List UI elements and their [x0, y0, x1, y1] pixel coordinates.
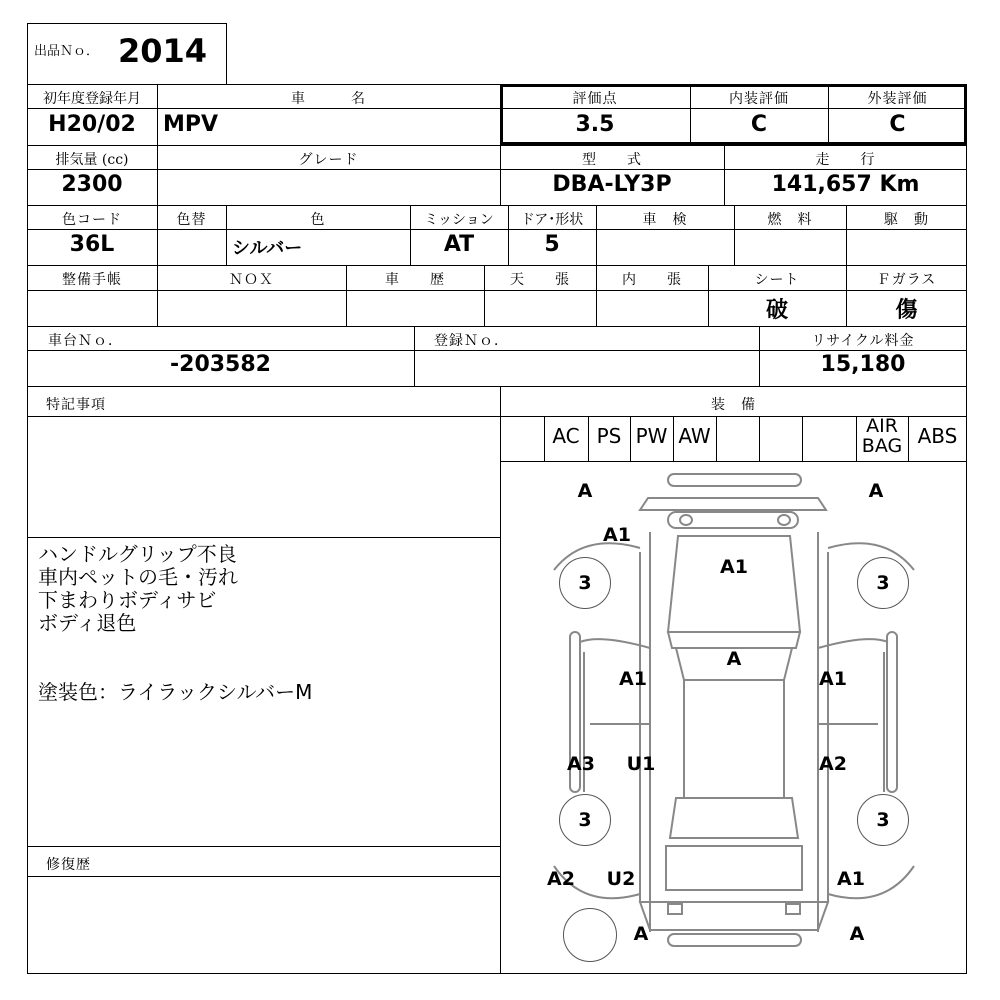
car-name: MPV: [163, 112, 219, 137]
mark-rear-left-corner: A: [633, 923, 649, 945]
equip-ps: PS: [596, 424, 622, 448]
registration-label: 登録Ｎｏ．: [434, 333, 509, 349]
mileage: 141,657 Km: [771, 172, 920, 197]
displacement: 2300: [61, 172, 123, 197]
chassis-label: 車台Ｎｏ．: [48, 333, 123, 349]
seat: 破: [765, 298, 788, 323]
exterior-label: 外装評価: [867, 91, 928, 107]
lot-number: 2014: [118, 32, 208, 70]
mark-front-left-corner: A: [577, 480, 593, 502]
glass: 傷: [895, 298, 918, 323]
drive-label: 駆 動: [884, 212, 929, 228]
equip-pw: PW: [635, 424, 668, 448]
mark-right-quarter: A1: [837, 868, 865, 890]
mark-hood: A1: [720, 556, 748, 578]
door: 5: [544, 232, 560, 257]
maintenance-label: 整備手帳: [62, 272, 122, 288]
color-label: 色: [310, 212, 326, 228]
equip-abs: ABS: [917, 424, 958, 448]
inspection-label: 車 検: [642, 212, 688, 228]
mark-rear-right-corner: A: [849, 923, 865, 945]
interior-trim-label: 内 張: [622, 272, 682, 288]
color: シルバー: [232, 238, 303, 259]
mark-right-rear-door: A2: [819, 753, 847, 775]
recycle-fee: 15,180: [820, 352, 906, 377]
car-body-diagram: [500, 462, 967, 974]
score-label: 評価点: [572, 91, 618, 107]
remark-line: ハンドルグリップ不良: [38, 542, 237, 566]
lot-label: 出品Ｎｏ．: [34, 44, 100, 59]
model: DBA-LY3P: [552, 172, 672, 197]
repair-history-label: 修復歴: [46, 857, 91, 873]
car-name-label: 車 名: [291, 91, 366, 107]
color-change-label: 色替: [176, 212, 207, 228]
door-label: ドア･形状: [520, 212, 584, 228]
mark-right-front-door: A1: [819, 668, 847, 690]
chassis-number: -203582: [170, 352, 271, 377]
front-right-tire: 3: [857, 557, 909, 609]
mission: AT: [443, 232, 475, 257]
mark-floor: U1: [626, 753, 656, 775]
mileage-label: 走 行: [815, 152, 876, 168]
exterior: C: [889, 112, 906, 137]
rear-right-tire: 3: [857, 794, 909, 846]
fuel-label: 燃 料: [767, 212, 813, 228]
interior: C: [750, 112, 768, 137]
mark-bumper: A1: [603, 524, 631, 546]
color-code-label: 色コード: [62, 212, 122, 228]
displacement-label: 排気量 (cc): [55, 152, 129, 168]
mark-front-right-corner: A: [868, 480, 884, 502]
model-label: 型 式: [582, 152, 642, 168]
reg-date-label: 初年度登録年月: [43, 91, 141, 107]
score: 3.5: [575, 112, 615, 137]
color-code: 36L: [69, 232, 115, 257]
mission-label: ミッション: [424, 212, 494, 228]
equip-airbag: AIR BAG: [861, 415, 903, 457]
recycle-label: リサイクル料金: [811, 333, 915, 349]
rear-left-tire: 3: [559, 794, 611, 846]
remark-line: ボディ退色: [38, 611, 137, 635]
history-label: 車 歴: [385, 272, 445, 288]
interior-label: 内装評価: [729, 91, 789, 107]
equip-ac: AC: [552, 424, 580, 448]
mark-trunk: U2: [606, 868, 636, 890]
remarks-label: 特記事項: [46, 397, 106, 413]
front-left-tire: 3: [559, 557, 611, 609]
grade-label: グレード: [298, 152, 359, 168]
remark-line: 塗装色：ライラックシルバーM: [38, 680, 313, 704]
equipment-label: 装 備: [711, 397, 756, 413]
spare-tire-icon: [563, 908, 617, 962]
mark-roof: A: [726, 648, 742, 670]
reg-date: H20/02: [48, 112, 136, 137]
mark-left-rear-door: A3: [567, 753, 595, 775]
remark-line: 下まわりボディサビ: [38, 588, 217, 612]
remark-line: 車内ペットの毛・汚れ: [38, 565, 238, 589]
equip-aw: AW: [678, 424, 711, 448]
roof-label: 天 張: [510, 272, 570, 288]
mark-left-quarter: A2: [547, 868, 575, 890]
nox-label: ＮＯＸ: [229, 272, 274, 288]
glass-label: Ｆガラス: [876, 272, 937, 288]
seat-label: シート: [754, 272, 800, 288]
mark-left-front-door: A1: [619, 668, 647, 690]
